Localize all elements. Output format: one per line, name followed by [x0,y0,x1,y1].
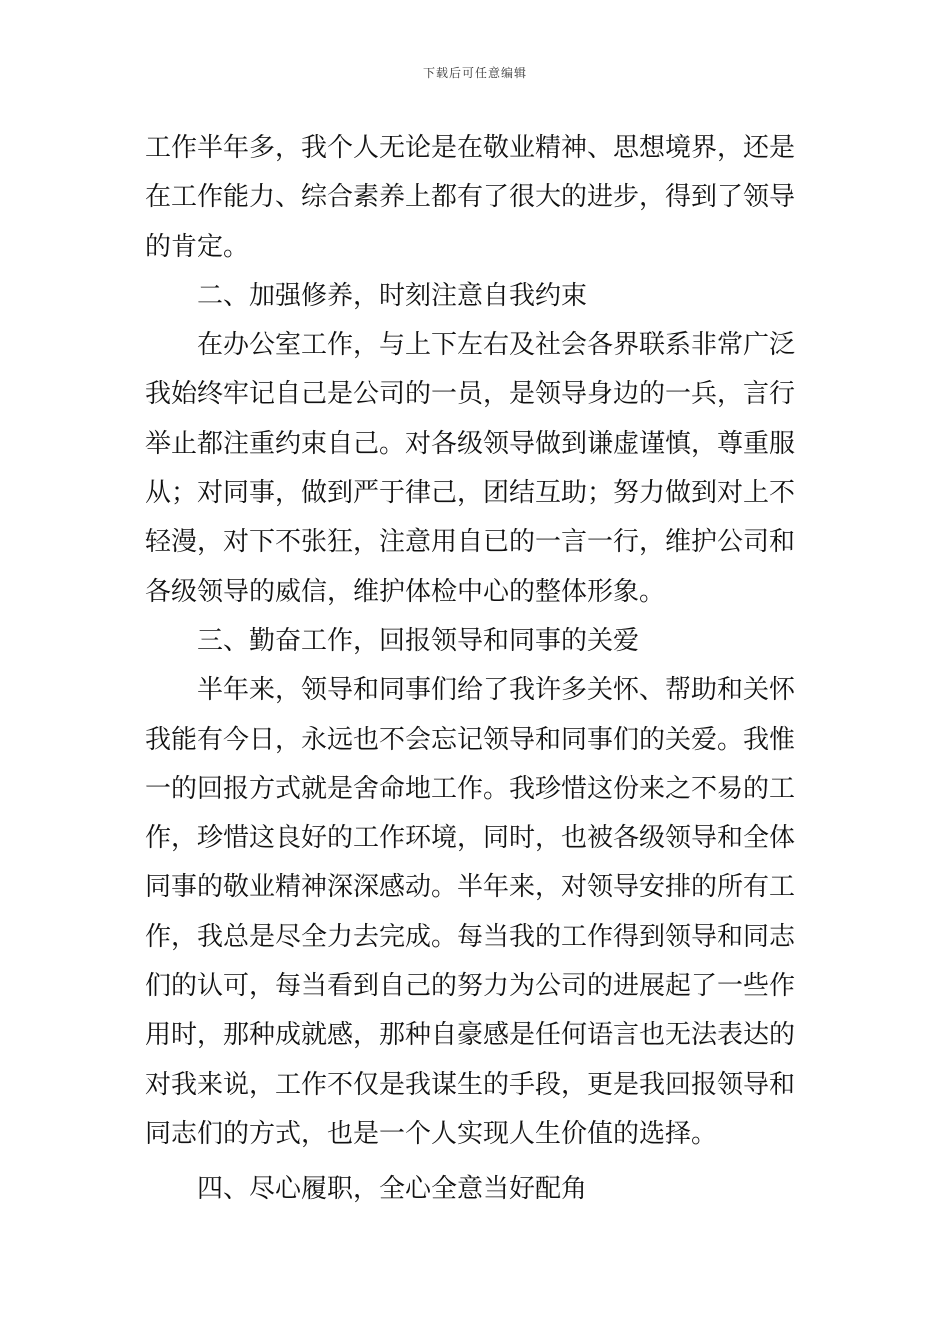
text-line: 各级领导的威信，维护体检中心的整体形象。 [145,576,666,607]
text-line: 半年来，领导和同事们给了我许多关怀、帮助和关怀 [197,675,796,706]
text-line: 的肯定。 [145,231,250,262]
text-line: 同志们的方式，也是一个人实现人生价值的选择。 [145,1118,718,1149]
section-heading: 二、加强修养，时刻注意自我约束 [197,280,588,311]
text-line: 轻漫，对下不张狂，注意用自已的一言一行，维护公司和 [145,527,796,558]
text-line: 对我来说，工作不仅是我谋生的手段，更是我回报领导和 [145,1069,796,1100]
text-line: 我能有今日，永远也不会忘记领导和同事们的关爱。我惟 [145,724,796,755]
section-heading: 四、尽心履职，全心全意当好配角 [197,1174,588,1205]
text-line: 从；对同事，做到严于律己，团结互助；努力做到对上不 [145,478,796,509]
text-line: 一的回报方式就是舍命地工作。我珍惜这份来之不易的工 [145,773,796,804]
text-line: 工作半年多，我个人无论是在敬业精神、思想境界，还是 [145,133,796,163]
text-line: 作，我总是尽全力去完成。每当我的工作得到领导和同志 [145,921,796,952]
text-line: 们的认可，每当看到自己的努力为公司的进展起了一些作 [145,971,796,1002]
text-line: 同事的敬业精神深深感动。半年来，对领导安排的所有工 [145,872,796,903]
section-heading: 三、勤奋工作，回报领导和同事的关爱 [197,625,640,656]
page-header: 下载后可任意编辑 [422,66,527,80]
text-line: 作，珍惜这良好的工作环境，同时，也被各级领导和全体 [145,823,796,854]
text-line: 用时，那种成就感，那种自豪感是任何语言也无法表达的 [145,1020,796,1051]
text-line: 在办公室工作，与上下左右及社会各界联系非常广泛 [197,330,796,361]
text-line: 我始终牢记自己是公司的一员，是领导身边的一兵，言行 [145,379,796,410]
text-line: 在工作能力、综合素养上都有了很大的进步，得到了领导 [145,182,796,213]
text-line: 举止都注重约束自己。对各级领导做到谦虚谨慎，尊重服 [145,428,796,459]
document-body [145,124,810,1215]
